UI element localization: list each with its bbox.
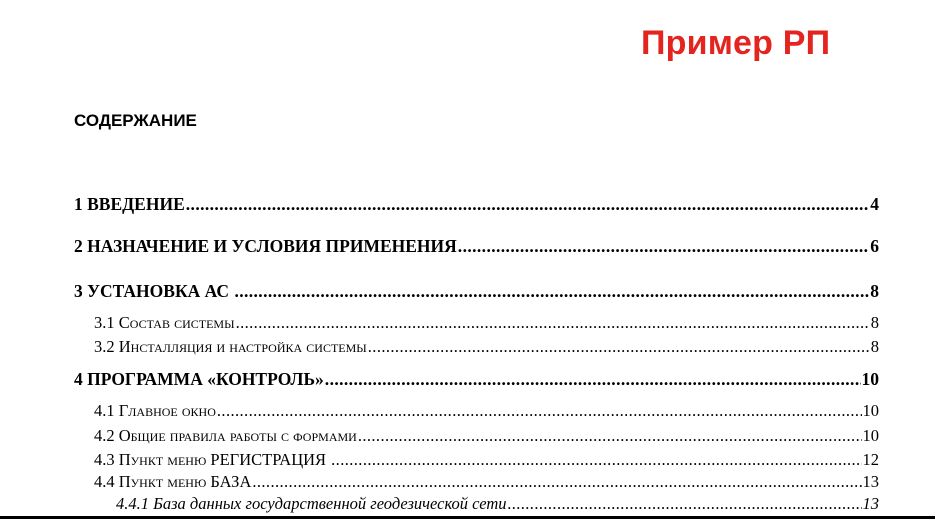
toc-entry-page: 4 <box>870 194 879 214</box>
toc-entry-4-3[interactable] <box>94 450 879 470</box>
toc-leader <box>186 194 869 215</box>
toc-leader <box>508 494 862 514</box>
toc-entry-label: 2 НАЗНАЧЕНИЕ И УСЛОВИЯ ПРИМЕНЕНИЯ <box>74 236 457 256</box>
toc-entry-4[interactable] <box>74 369 879 390</box>
toc-entry-page: 13 <box>862 494 879 513</box>
toc-entry-1[interactable] <box>74 194 879 215</box>
toc-entry-page: 10 <box>861 369 879 389</box>
toc-entry-4-1[interactable] <box>94 401 879 421</box>
toc-entry-label: 3.1 Состав системы <box>94 313 235 332</box>
toc-leader <box>325 369 861 390</box>
toc-entry-page: 10 <box>862 401 879 420</box>
toc-entry-label: 4.4.1 База данных государственной геодезической сети <box>116 494 507 513</box>
toc-entry-label: 4 ПРОГРАММА «КОНТРОЛЬ» <box>74 369 324 389</box>
toc-entry-4-4[interactable] <box>94 472 879 492</box>
toc-entry-3[interactable] <box>74 281 879 302</box>
toc-entry-page: 8 <box>870 281 879 301</box>
toc-entry-page: 13 <box>862 472 879 491</box>
toc-entry-label: 1 ВВЕДЕНИЕ <box>74 194 185 214</box>
toc-leader <box>252 472 861 492</box>
toc-leader <box>217 401 862 421</box>
toc-leader <box>331 450 861 470</box>
toc-entry-page: 8 <box>870 337 879 356</box>
toc-entry-page: 10 <box>862 426 879 445</box>
toc-entry-label: 4.1 Главное окно <box>94 401 216 420</box>
toc-leader <box>236 313 870 333</box>
toc-leader <box>368 337 870 357</box>
toc-leader <box>358 426 862 446</box>
toc-entry-4-4-1[interactable] <box>116 494 879 514</box>
toc-leader <box>458 236 869 257</box>
toc-entry-page: 8 <box>870 313 879 332</box>
toc-entry-page: 12 <box>862 450 879 469</box>
toc-entry-label: 4.4 Пункт меню БАЗА <box>94 472 252 491</box>
toc-entry-2[interactable] <box>74 236 879 257</box>
toc-leader <box>234 281 869 302</box>
toc-entry-4-2[interactable] <box>94 426 879 446</box>
toc-entry-page: 6 <box>870 236 879 256</box>
sample-stamp: Пример РП <box>641 24 831 62</box>
toc-entry-3-1[interactable] <box>94 313 879 333</box>
toc-entry-3-2[interactable] <box>94 337 879 357</box>
toc-entry-label: 3 УСТАНОВКА АС <box>74 281 234 301</box>
toc-entry-label: 4.3 Пункт меню РЕГИСТРАЦИЯ <box>94 450 331 469</box>
toc-entry-label: 3.2 Инсталляция и настройка системы <box>94 337 367 356</box>
toc-entry-label: 4.2 Общие правила работы с формами <box>94 426 357 445</box>
toc-heading: СОДЕРЖАНИЕ <box>74 111 197 130</box>
